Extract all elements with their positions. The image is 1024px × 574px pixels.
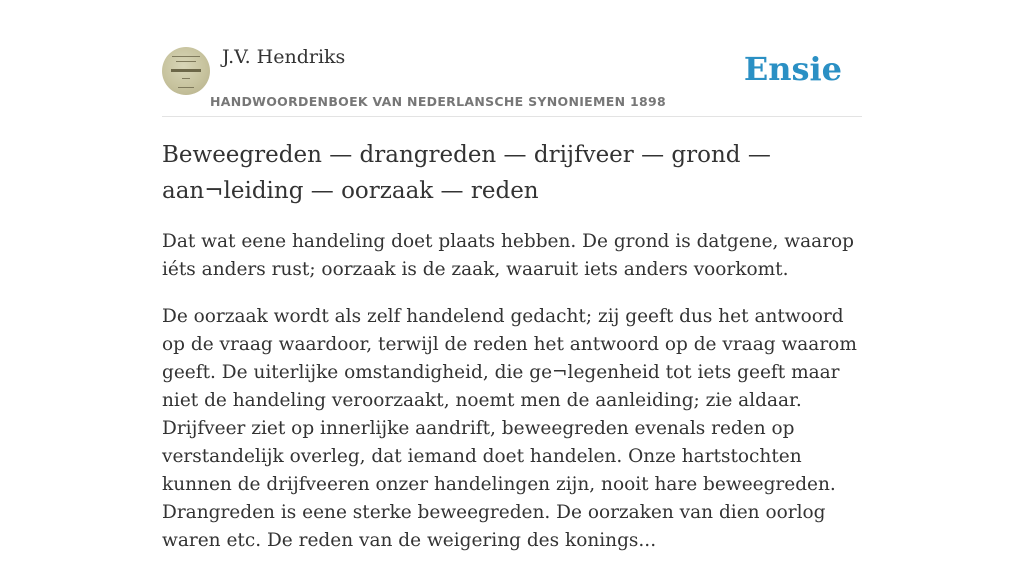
page-title: Beweegreden — drangreden — drijfveer — grond — aan¬leiding — oorzaak — reden (162, 142, 771, 204)
book-cover-icon[interactable] (162, 47, 210, 95)
page-header (162, 44, 862, 117)
brand-logo[interactable]: Ensie (743, 50, 842, 88)
article-body (162, 228, 862, 574)
paragraph: De oorzaak wordt als zelf handelend gedacht; zij geeft dus het antwoord op de vraag waardoor, terwijl de reden het antwoord op de vraag waarom geeft. De uiterlijke omstandigheid, die ge¬legenheid tot iets geeft maar niet de handeling veroorzaakt, noemt men de aanleiding; zie aldaar. Drijfveer ziet op innerlijke aandrift, beweegreden evenals reden op verstandelijk overleg, dat iemand doet handelen. Onze hartstochten kunnen de drijfveeren onzer handelingen zijn, nooit hare beweegreden. Drangreden is eene sterke beweegreden. De oorzaken van dien oorlog waren etc. De reden van de weigering des konings... (162, 306, 857, 551)
source-title[interactable]: HANDWOORDENBOEK VAN NEDERLANSCHE SYNONIEMEN 1898 (210, 94, 667, 109)
paragraph: Dat wat eene handeling doet plaats hebben. De grond is datgene, waarop iéts anders rust; oorzaak is de zaak, waaruit iets anders voorkomt. (162, 231, 855, 280)
author-name[interactable]: J.V. Hendriks (222, 46, 346, 68)
